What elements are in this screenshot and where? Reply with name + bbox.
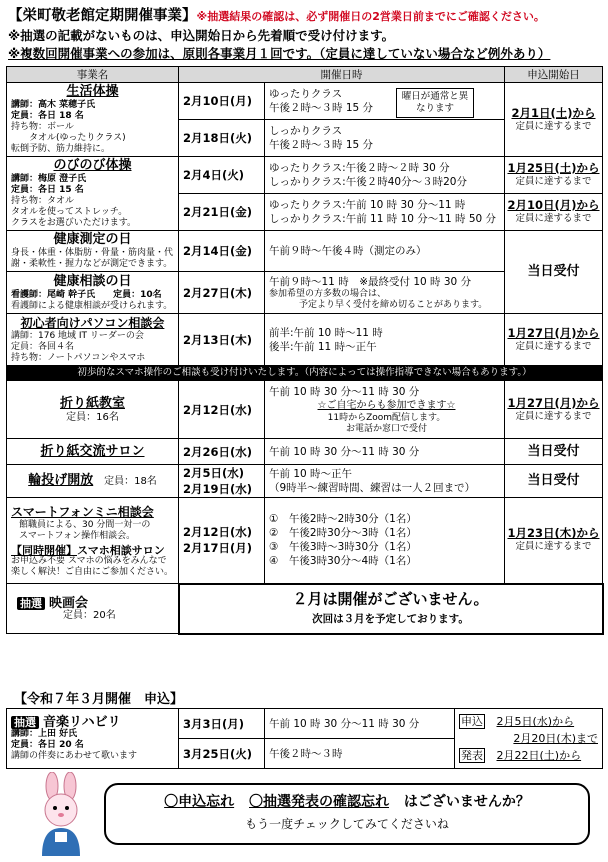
event-time: 午前 10 時 30 分～11 時 30 分 ☆ご自宅からも参加できます☆ 11時からZoom配信します。 お電話か窓口で受付 xyxy=(265,381,505,439)
event-pc: 初心者向けパソコン相談会 講師：176 地域 IT リーダーの会 定員：各回４名 持ち物：ノートパソコンやスマホ xyxy=(7,314,179,366)
pc-banner: 初歩的なスマホ操作のご相談も受け付けいたします。（内容によっては操作指導できない場合もあります。） xyxy=(7,366,603,381)
page-header xyxy=(8,8,604,25)
warning-text: ※抽選結果の確認は、必ず開催日の2営業日前までにご確認ください。 xyxy=(196,10,545,23)
apply-label: 申込 xyxy=(461,715,483,728)
event-time: 午前 10 時～正午 （9時半～練習時間、練習は一人２回まで） xyxy=(265,465,505,498)
event-time: 午前９時～11 時 ※最終受付 10 時 30 分 参加希望の方多数の場合は、 予定より早く受付を締め切ることがあります。 xyxy=(265,272,505,314)
event-time: 午後２時～３時 xyxy=(265,739,455,769)
lottery-badge: 抽選 xyxy=(17,597,45,610)
apply-cell: 1月25日(土)から 定員に達するまで xyxy=(505,157,603,194)
event-detail: 定員：各日 18 名 xyxy=(11,111,84,121)
event-name: 生活体操 xyxy=(66,84,119,99)
event-detail: タオルを使ってストレッチ。 xyxy=(11,207,128,217)
event-date: 2月14日(金) xyxy=(179,231,265,272)
event-nobinobi xyxy=(7,157,179,231)
event-name: 折り紙交流サロン xyxy=(40,443,145,459)
table-row xyxy=(7,584,603,634)
no-event-message: ２月は開催がございません。 次回は３月を予定しております。 xyxy=(179,584,603,634)
event-origami: 折り紙教室 定員：16名 xyxy=(7,381,179,439)
event-movie: 抽選 映画会 定員：20名 xyxy=(7,584,179,634)
event-time: 午前９時～午後４時（測定のみ） xyxy=(265,231,505,272)
apply-cell: 申込 2月5日(水)から 2月20日(木)まで 発表 2月22日(土)から xyxy=(455,709,603,769)
event-time: ゆったりクラス:午前 10 時 30 分～11 時 しっかりクラス:午前 11 時 10 分～11 時 50 分 xyxy=(265,194,505,231)
march-table xyxy=(6,708,603,769)
reminder-apply: 〇申込忘れ xyxy=(164,794,235,810)
note-once-per-month: ※複数回開催事業への参加は、原則各事業月１回です。（定員に達していない場合など例外あり） xyxy=(8,46,551,61)
march-title: 【令和７年３月開催 申込】 xyxy=(14,692,184,707)
event-time: 午前 10 時 30 分～11 時 30 分 xyxy=(265,709,455,739)
event-date: 3月3日(月) xyxy=(179,709,265,739)
event-name: 映画会 xyxy=(49,595,89,611)
event-time: ① 午後2時～2時30分（1名） ② 午後2時30分～3時（1名） ③ 午後3時～3時30分（1名） ④ 午後3時30分～4時（1名） xyxy=(265,498,505,584)
table-row xyxy=(7,231,603,272)
schedule-table xyxy=(6,66,604,635)
event-date: 2月26日(水) xyxy=(179,439,265,465)
event-date: 2月10日(月) xyxy=(179,83,265,120)
col-header-event: 事業名 xyxy=(7,67,179,83)
event-name: 健康測定の日 xyxy=(53,232,132,247)
event-name: スマートフォンミニ相談会 xyxy=(11,504,154,519)
cohost-name: スマホ相談サロン xyxy=(77,543,165,557)
apply-cell: 2月10日(月)から 定員に達するまで xyxy=(505,194,603,231)
event-name: 音楽リハビリ xyxy=(43,714,121,730)
event-detail: クラスをお選びいただけます。 xyxy=(11,218,137,228)
event-date: 2月21日(金) xyxy=(179,194,265,231)
rabbit-mascot-icon xyxy=(28,772,98,856)
event-time: 前半:午前 10 時～11 時 後半:午前 11 時～正午 xyxy=(265,314,505,366)
event-detail: 講師：梅原 澄子氏 xyxy=(11,174,87,184)
event-kenko-sokutei: 健康測定の日 身長・体重・体脂肪・骨量・筋肉量・代 謝・柔軟性・握力などが測定できます。 xyxy=(7,231,179,272)
event-name: のびのび体操 xyxy=(53,158,132,173)
event-seikatsu xyxy=(7,83,179,157)
event-wanage: 輪投げ開放 定員：18名 xyxy=(7,465,179,498)
page-title: 【栄町敬老館定期開催事業】 xyxy=(8,8,197,24)
event-date: 2月13日(木) xyxy=(179,314,265,366)
event-name: 初心者向けパソコン相談会 xyxy=(20,316,165,330)
event-name: 輪投げ開放 xyxy=(28,473,94,488)
table-row xyxy=(7,498,603,584)
event-detail: 持ち物：タオル xyxy=(11,196,75,206)
event-time: しっかりクラス 午後２時～３時 15 分 xyxy=(265,120,505,157)
reminder-bubble: 〇申込忘れ 〇抽選発表の確認忘れ はございませんか？ もう一度チェックしてみてくださいね xyxy=(104,783,590,845)
event-date: 3月25日(火) xyxy=(179,739,265,769)
apply-same-day: 当日受付 xyxy=(505,231,603,314)
event-date: 2月5日(水) 2月19日(水) xyxy=(179,465,265,498)
cohost-label: 【同時開催】 xyxy=(11,543,77,557)
table-row xyxy=(7,381,603,439)
event-detail: 転倒予防、筋力維持に。 xyxy=(11,144,111,154)
table-row xyxy=(7,157,603,194)
table-row xyxy=(7,465,603,498)
apply-cell: 1月27日(月)から 定員に達するまで xyxy=(505,314,603,366)
event-time: ゆったりクラス:午後２時～２時 30 分 しっかりクラス:午後２時40分～３時20分 xyxy=(265,157,505,194)
event-music: 抽選 音楽リハビリ 講師：上田 好氏 定員：各日 20 名 講師の伴奏にあわせて歌います xyxy=(7,709,179,769)
table-header-row xyxy=(7,67,603,83)
event-name: 折り紙教室 xyxy=(59,396,125,411)
apply-cell: 1月27日(月)から 定員に達するまで xyxy=(505,381,603,439)
event-date: 2月18日(火) xyxy=(179,120,265,157)
reminder-subtext: もう一度チェックしてみてくださいね xyxy=(245,817,449,831)
event-date: 2月12日(水) xyxy=(179,381,265,439)
table-row xyxy=(7,366,603,381)
event-detail: 持ち物：ボール xyxy=(11,122,74,132)
table-row xyxy=(7,439,603,465)
apply-cell: 1月23日(木)から 定員に達するまで xyxy=(505,498,603,584)
note-first-come: ※抽選の記載がないものは、申込開始日から先着順で受け付けます。 xyxy=(8,28,395,43)
weekday-callout: 曜日が通常と異なります xyxy=(396,88,474,118)
reminder-lottery: 〇抽選発表の確認忘れ xyxy=(249,794,389,810)
apply-same-day: 当日受付 xyxy=(505,439,603,465)
event-time: 午前 10 時 30 分～11 時 30 分 xyxy=(265,439,505,465)
event-origami-salon xyxy=(7,439,179,465)
table-row xyxy=(7,314,603,366)
event-time: ゆったりクラス 午後２時～３時 15 分 xyxy=(265,83,505,120)
col-header-datetime: 開催日時 xyxy=(179,67,505,83)
event-kenko-sodan: 健康相談の日 看護師：尾崎 幹子氏 定員：10名 看護師による健康相談が受けられます。 xyxy=(7,272,179,314)
table-row xyxy=(7,709,603,739)
announce-label: 発表 xyxy=(461,749,483,762)
apply-cell: 2月1日(土)から 定員に達するまで xyxy=(505,83,603,157)
event-date: 2月12日(水) 2月17日(月) xyxy=(179,498,265,584)
apply-same-day: 当日受付 xyxy=(505,465,603,498)
lottery-badge: 抽選 xyxy=(11,716,39,729)
event-name: 健康相談の日 xyxy=(53,273,132,289)
event-smartphone: スマートフォンミニ相談会 館職員による、30 分間一対一の スマートフォン操作相談会。 【同時開催】スマホ相談サロン お申込み不要 スマホの悩みをみんなで 楽しく解決！ご自由にご参加ください。 xyxy=(7,498,179,584)
event-date: 2月4日(火) xyxy=(179,157,265,194)
event-detail: タオル(ゆったりクラス) xyxy=(11,133,126,143)
event-detail: 講師：高木 菜穂子氏 xyxy=(11,100,96,110)
event-detail: 定員：各日 15 名 xyxy=(11,185,84,195)
event-date: 2月27日(木) xyxy=(179,272,265,314)
table-row xyxy=(7,83,603,120)
col-header-apply: 申込開始日 xyxy=(505,67,603,83)
